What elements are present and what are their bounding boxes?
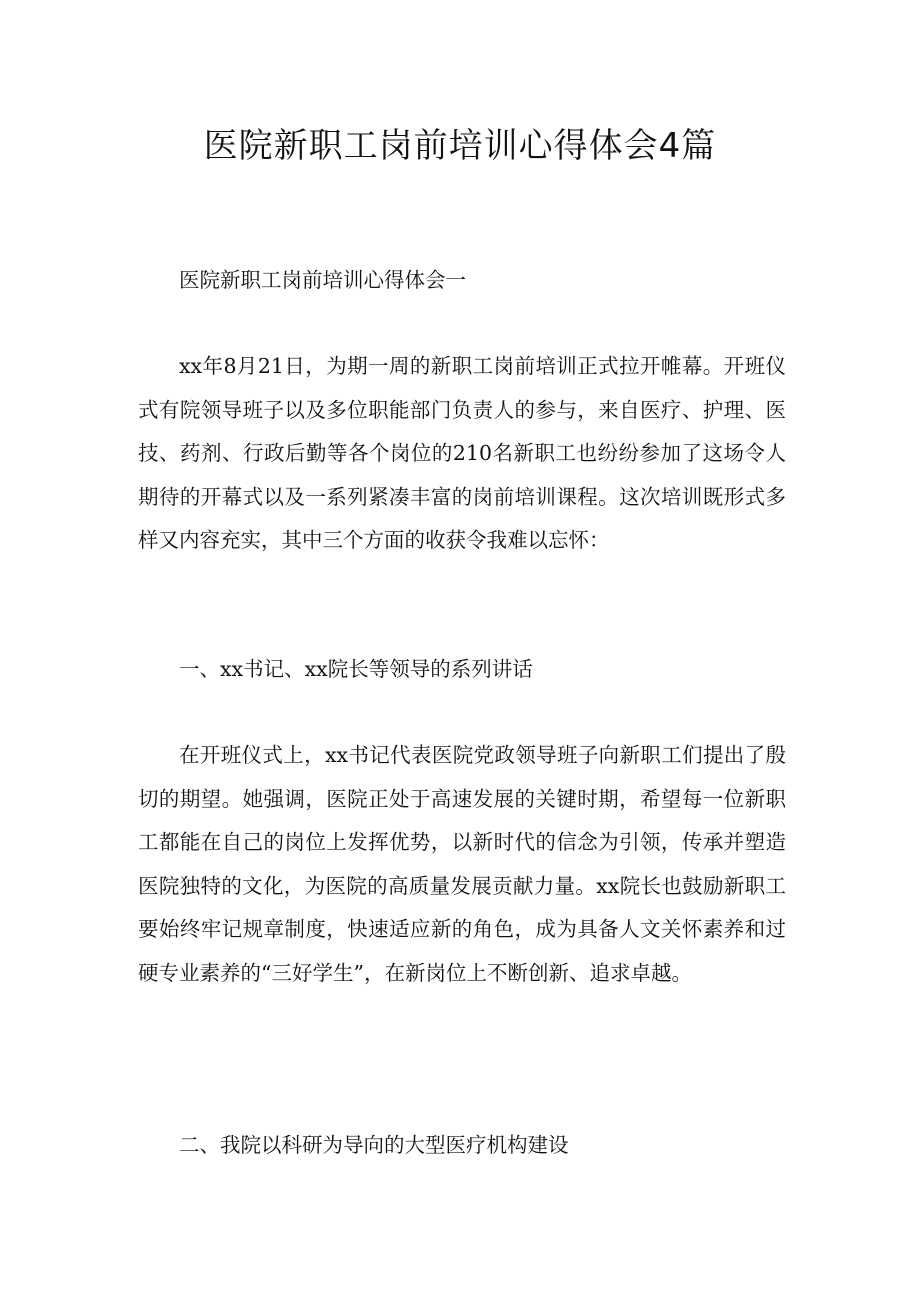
paragraph-leaders-speech: 在开班仪式上，xx书记代表医院党政领导班子向新职工们提出了殷切的期望。她强调，医院正处于高速发展的关键时期，希望每一位新职工都能在自己的岗位上发挥优势，以新时代的信念为引领，传承并塑造医院独特的文化，为医院的高质量发展贡献力量。xx院长也鼓励新职工要始终牢记规章制度，快速适应新的角色，成为具备人文关怀素养和过硬专业素养的“三好学生”，在新岗位上不断创新、追求卓越。 xyxy=(138,743,786,985)
article-subtitle: 医院新职工岗前培训心得体会一 xyxy=(179,268,466,292)
document-title: 医院新职工岗前培训心得体会4篇 xyxy=(203,126,717,166)
section-heading-1: 一、xx书记、xx院长等领导的系列讲话 xyxy=(179,657,533,681)
paragraph-intro: xx年8月21日，为期一周的新职工岗前培训正式拉开帷幕。开班仪式有院领导班子以及多位职能部门负责人的参与，来自医疗、护理、医技、药剂、行政后勤等各个岗位的210名新职工也纷纷参加了这场令人期待的开幕式以及一系列紧凑丰富的岗前培训课程。这次培训既形式多样又内容充实，其中三个方面的收获令我难以忘怀： xyxy=(138,354,786,552)
section-heading-2: 二、我院以科研为导向的大型医疗机构建设 xyxy=(179,1133,569,1157)
